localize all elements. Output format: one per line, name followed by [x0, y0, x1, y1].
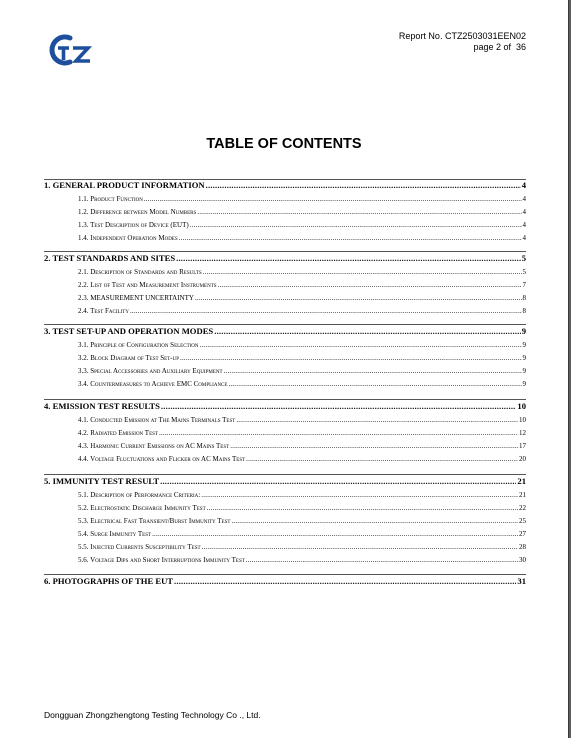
- footer-company: Dongguan Zhongzhengtong Testing Technology Co ., Ltd.: [44, 710, 261, 720]
- toc-entry-label: 4.2. Radiated Emission Test: [78, 429, 158, 437]
- toc-page-number: 21: [517, 476, 526, 486]
- toc-entry-4-3[interactable]: [78, 442, 526, 450]
- leader-dots: [152, 530, 518, 538]
- section-rule-1: [44, 251, 526, 252]
- toc-entry-label: 1. GENERAL PRODUCT INFORMATION: [44, 180, 205, 190]
- leader-dots: [201, 491, 518, 499]
- toc-entry-section-2[interactable]: [44, 253, 526, 263]
- toc-entry-2-2[interactable]: [78, 281, 526, 289]
- section-rule-5: [44, 574, 526, 575]
- toc-page-number: 8: [522, 294, 526, 302]
- leader-dots: [190, 221, 522, 229]
- toc-entry-2-4[interactable]: [78, 307, 526, 315]
- leader-dots: [236, 416, 518, 424]
- leader-dots: [195, 294, 522, 302]
- toc-entry-4-2[interactable]: [78, 429, 526, 437]
- toc-entry-label: 3.1. Principle of Configuration Selection: [78, 341, 199, 349]
- toc-entry-label: 1.3. Test Description of Device (EUT): [78, 221, 189, 229]
- toc-entry-2-3[interactable]: [78, 294, 526, 302]
- leader-dots: [218, 281, 522, 289]
- toc-entry-label: 4.4. Voltage Fluctuations and Flicker on AC Mains Test: [78, 455, 246, 463]
- toc-page-number: 4: [522, 234, 526, 242]
- leader-dots: [203, 268, 522, 276]
- toc-entry-label: 3.3. Special Accessories and Auxiliary Equipment: [78, 367, 223, 375]
- toc-entry-2-1[interactable]: [78, 268, 526, 276]
- toc-entry-label: 1.4. Independent Operation Modes: [78, 234, 178, 242]
- leader-dots: [231, 517, 518, 525]
- toc-page-number: 10: [519, 416, 526, 424]
- toc-entry-label: 4.3. Harmonic Current Emissions on AC Mains Test: [78, 442, 230, 450]
- toc-entry-3-3[interactable]: [78, 367, 526, 375]
- toc-entry-3-2[interactable]: [78, 354, 526, 362]
- toc-entry-label: 2.4. Test Facility: [78, 307, 129, 315]
- toc-entry-section-1[interactable]: [44, 180, 526, 190]
- leader-dots: [159, 429, 518, 437]
- toc-entry-section-3[interactable]: [44, 326, 526, 336]
- toc-entry-section-5[interactable]: [44, 476, 526, 486]
- toc-entry-4-4[interactable]: [78, 455, 526, 463]
- leader-dots: [176, 253, 521, 263]
- leader-dots: [179, 234, 522, 242]
- toc-page-number: 9: [522, 354, 526, 362]
- toc-page-number: 4: [522, 221, 526, 229]
- toc-page-number: 5: [522, 268, 526, 276]
- toc-page-number: 20: [519, 455, 526, 463]
- toc-page-number: 9: [522, 341, 526, 349]
- toc-page-number: 27: [519, 530, 526, 538]
- toc-entry-5-3[interactable]: [78, 517, 526, 525]
- report-info: [399, 31, 526, 53]
- toc-page-number: 8: [522, 307, 526, 315]
- toc-entry-label: 5.6. Voltage Dips and Short Interruptions Immunity Test: [78, 556, 245, 564]
- toc-page-number: 17: [519, 442, 526, 450]
- toc-entry-1-4[interactable]: [78, 234, 526, 242]
- toc-page-number: 9: [522, 380, 526, 388]
- toc-entry-label: 2. TEST STANDARDS AND SITES: [44, 253, 176, 263]
- toc-entry-label: 3. TEST SET-UP AND OPERATION MODES: [44, 326, 214, 336]
- toc-title: TABLE OF CONTENTS: [206, 136, 362, 152]
- toc-entry-5-2[interactable]: [78, 504, 526, 512]
- leader-dots: [160, 476, 516, 486]
- toc-entry-label: 2.1. Description of Standards and Results: [78, 268, 202, 276]
- toc-page-number: 4: [522, 208, 526, 216]
- toc-entry-label: 3.4. Countermeasures to Achieve EMC Compliance: [78, 380, 228, 388]
- leader-dots: [161, 401, 516, 411]
- toc-page-number: 21: [519, 491, 526, 499]
- toc-entry-label: 5.3. Electrical Fast Transient/Burst Immunity Test: [78, 517, 231, 525]
- toc-entry-label: 4. EMISSION TEST RESULTS: [44, 401, 160, 411]
- toc-entry-5-1[interactable]: [78, 491, 526, 499]
- toc-page-number: 7: [522, 281, 526, 289]
- toc-page-number: 12: [519, 429, 526, 437]
- section-rule-2: [44, 324, 526, 325]
- toc-entry-1-2[interactable]: [78, 208, 526, 216]
- toc-page-number: 31: [517, 576, 526, 586]
- leader-dots: [174, 576, 516, 586]
- toc-entry-label: 5. IMMUNITY TEST RESULT: [44, 476, 160, 486]
- section-rule-3: [44, 399, 526, 400]
- toc-entry-section-6[interactable]: [44, 576, 526, 586]
- leader-dots: [197, 208, 521, 216]
- leader-dots: [246, 455, 518, 463]
- toc-page-number: 22: [519, 504, 526, 512]
- section-rule-4: [44, 474, 526, 475]
- toc-entry-label: 2.2. List of Test and Measurement Instruments: [78, 281, 217, 289]
- toc-entry-label: 4.1. Conducted Emission at The Mains Terminals Test: [78, 416, 236, 424]
- leader-dots: [224, 367, 522, 375]
- leader-dots: [214, 326, 520, 336]
- toc-entry-section-4[interactable]: [44, 401, 526, 411]
- page-total: 36: [515, 42, 526, 52]
- toc-entry-5-6[interactable]: [78, 556, 526, 564]
- toc-entry-5-5[interactable]: [78, 543, 526, 551]
- toc-page-number: 9: [522, 367, 526, 375]
- toc-entry-label: 5.1. Description of Performance Criteria:: [78, 491, 201, 499]
- report-number: Report No. CTZ2503031EEN02: [398, 31, 526, 41]
- leader-dots: [228, 380, 521, 388]
- toc-page-number: 9: [521, 326, 526, 336]
- toc-entry-4-1[interactable]: [78, 416, 526, 424]
- leader-dots: [202, 543, 518, 551]
- toc-entry-label: 1.2. Difference between Model Numbers: [78, 208, 197, 216]
- toc-entry-label: 5.5. Injected Currents Susceptibility Test: [78, 543, 201, 551]
- leader-dots: [246, 556, 518, 564]
- toc-entry-label: 3.2. Block Diagram of Test Set-up: [78, 354, 180, 362]
- toc-page-number: 4: [522, 195, 526, 203]
- leader-dots: [206, 180, 521, 190]
- page-indicator: [399, 42, 526, 53]
- toc-entry-label: 5.4. Surge Immunity Test: [78, 530, 152, 538]
- leader-dots: [207, 504, 518, 512]
- toc-entry-label: 1.1. Product Function: [78, 195, 143, 203]
- leader-dots: [180, 354, 521, 362]
- toc-entry-3-1[interactable]: [78, 341, 526, 349]
- leader-dots: [230, 442, 518, 450]
- toc-entry-label: 6. PHOTOGRAPHS OF THE EUT: [44, 576, 174, 586]
- toc-entry-3-4[interactable]: [78, 380, 526, 388]
- toc-page-number: 25: [519, 517, 526, 525]
- page-label: page 2 of: [473, 42, 511, 52]
- toc-page-number: 10: [517, 401, 526, 411]
- toc-entry-1-3[interactable]: [78, 221, 526, 229]
- leader-dots: [200, 341, 522, 349]
- toc-entry-1-1[interactable]: [78, 195, 526, 203]
- leader-dots: [130, 307, 522, 315]
- toc-entry-label: 2.3. MEASUREMENT UNCERTAINTY: [78, 294, 194, 302]
- toc-page-number: 4: [521, 180, 526, 190]
- toc-entry-label: 5.2. Electrostatic Discharge Immunity Test: [78, 504, 206, 512]
- toc-page-number: 28: [519, 543, 526, 551]
- ctz-logo-icon: [46, 33, 96, 67]
- toc-page-number: 30: [519, 556, 526, 564]
- toc-entry-5-4[interactable]: [78, 530, 526, 538]
- leader-dots: [144, 195, 522, 203]
- toc-page-number: 5: [521, 253, 526, 263]
